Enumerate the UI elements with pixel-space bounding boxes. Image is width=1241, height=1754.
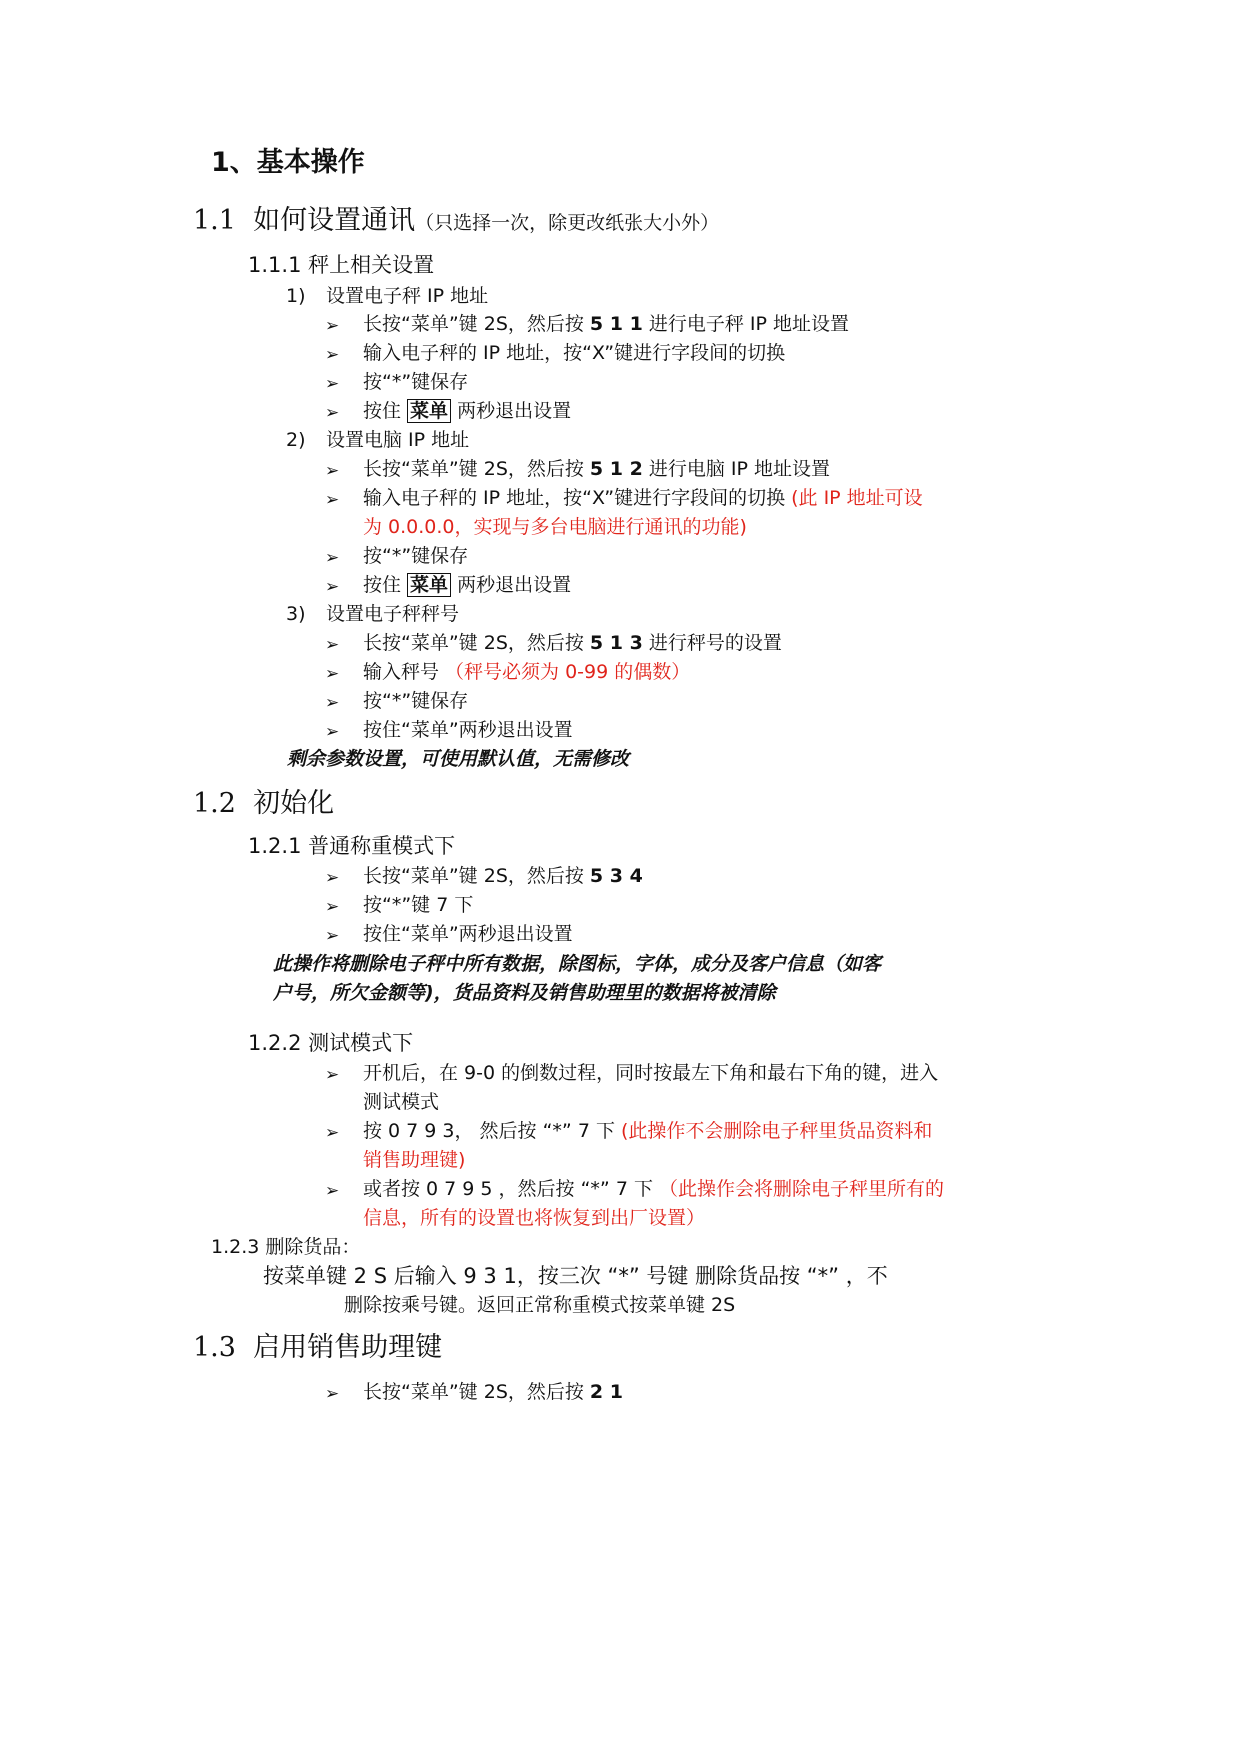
bullet-text: 按 0 7 9 3， 然后按 “*” 7 下 (此操作不会删除电子秤里货品资料和 (363, 1120, 933, 1142)
section-number: 1.2 (193, 788, 236, 819)
key-sequence: 2 1 (589, 1381, 623, 1403)
red-note: 信息，所有的设置也将恢复到出厂设置） (363, 1207, 706, 1229)
bullet-text: 测试模式 (363, 1091, 440, 1113)
list-item-number: 1) (286, 285, 306, 307)
red-note: （秤号必须为 0-99 的偶数） (445, 661, 691, 683)
key-sequence: 5 1 3 (589, 632, 643, 654)
italic-note: 剩余参数设置，可使用默认值，无需修改 (287, 748, 630, 770)
bullet-text: 开机后，在 9-0 的倒数过程，同时按最左下角和最右下角的键，进入 (363, 1062, 939, 1084)
bullet-text: 长按“菜单”键 2S，然后按 5 3 4 (363, 865, 643, 887)
list-item-text: 设置电子秤秤号 (326, 603, 460, 625)
paragraph-line: 删除按乘号键。返回正常称重模式按菜单键 2S (344, 1294, 736, 1316)
list-item-text: 设置电脑 IP 地址 (326, 429, 470, 451)
bullet-arrow-icon: ➢ (325, 577, 340, 597)
bullet-text: 按“*”键保存 (363, 690, 469, 712)
bullet-text: 按住“菜单”两秒退出设置 (363, 719, 573, 741)
bullet-text: 按住 菜单 两秒退出设置 (363, 574, 572, 596)
section-number: 1.3 (193, 1332, 236, 1363)
red-note: 为 0.0.0.0，实现与多台电脑进行通讯的功能) (363, 516, 747, 538)
red-note: (此 IP 地址可设 (791, 487, 923, 509)
list-item-text: 设置电子秤 IP 地址 (326, 285, 489, 307)
section-note: （只选择一次，除更改纸张大小外） (415, 212, 720, 234)
bullet-text: 按“*”键保存 (363, 545, 469, 567)
italic-note: 户号，所欠金额等)，货品资料及销售助理里的数据将被清除 (273, 982, 776, 1004)
section-1-2-heading (193, 790, 334, 817)
bullet-arrow-icon: ➢ (325, 316, 340, 336)
bullet-arrow-icon: ➢ (325, 345, 340, 365)
subsection-1-2-1-heading: 1.2.1 普通称重模式下 (248, 834, 456, 858)
section-number: 1.1 (193, 205, 236, 236)
paragraph-line: 按菜单键 2 S 后输入 9 3 1，按三次 “*” 号键 删除货品按 “*” ，不 (263, 1264, 888, 1288)
bullet-arrow-icon: ➢ (325, 1181, 340, 1201)
bullet-arrow-icon: ➢ (325, 548, 340, 568)
menu-key-box: 菜单 (407, 573, 451, 597)
section-title: 初始化 (253, 788, 335, 819)
bullet-arrow-icon: ➢ (325, 722, 340, 742)
menu-key-box: 菜单 (407, 399, 451, 423)
section-title: 如何设置通讯 (253, 205, 416, 236)
list-item-number: 2) (286, 429, 306, 451)
bullet-text: 按住 菜单 两秒退出设置 (363, 400, 572, 422)
section-1-3-heading (193, 1334, 442, 1361)
bullet-text: 或者按 0 7 9 5 ，然后按 “*” 7 下 （此操作会将删除电子秤里所有的 (363, 1178, 945, 1200)
bullet-text: 长按“菜单”键 2S，然后按 5 1 1 进行电子秤 IP 地址设置 (363, 313, 849, 335)
red-note: （此操作会将删除电子秤里所有的 (659, 1178, 945, 1200)
bullet-text: 输入秤号 （秤号必须为 0-99 的偶数） (363, 661, 691, 683)
bullet-arrow-icon: ➢ (325, 897, 340, 917)
key-sequence: 5 1 1 (589, 313, 643, 335)
section-title: 启用销售助理键 (253, 1332, 443, 1363)
bullet-arrow-icon: ➢ (325, 635, 340, 655)
document-title: 1、基本操作 (211, 147, 365, 178)
italic-note: 此操作将删除电子秤中所有数据，除图标，字体，成分及客户信息（如客 (273, 953, 882, 975)
section-1-1-heading (193, 207, 719, 234)
subsection-1-1-1-heading: 1.1.1 秤上相关设置 (248, 253, 435, 277)
bullet-arrow-icon: ➢ (325, 1384, 340, 1404)
bullet-arrow-icon: ➢ (325, 868, 340, 888)
subsection-1-2-3-heading: 1.2.3 删除货品： (211, 1236, 361, 1258)
bullet-arrow-icon: ➢ (325, 926, 340, 946)
bullet-text: 输入电子秤的 IP 地址，按“X”键进行字段间的切换 (363, 342, 786, 364)
bullet-text: 长按“菜单”键 2S，然后按 5 1 2 进行电脑 IP 地址设置 (363, 458, 830, 480)
subsection-1-2-2-heading: 1.2.2 测试模式下 (248, 1031, 414, 1055)
bullet-arrow-icon: ➢ (325, 403, 340, 423)
red-note: (此操作不会删除电子秤里货品资料和 (621, 1120, 933, 1142)
key-sequence: 5 3 4 (589, 865, 643, 887)
bullet-text: 输入电子秤的 IP 地址，按“X”键进行字段间的切换 (此 IP 地址可设 (363, 487, 923, 509)
bullet-text: 按“*”键保存 (363, 371, 469, 393)
red-note: 销售助理键) (363, 1149, 466, 1171)
bullet-text: 按住“菜单”两秒退出设置 (363, 923, 573, 945)
bullet-arrow-icon: ➢ (325, 374, 340, 394)
list-item-number: 3) (286, 603, 306, 625)
bullet-arrow-icon: ➢ (325, 664, 340, 684)
bullet-arrow-icon: ➢ (325, 461, 340, 481)
bullet-text: 长按“菜单”键 2S，然后按 2 1 (363, 1381, 623, 1403)
bullet-text: 按“*”键 7 下 (363, 894, 474, 916)
bullet-text: 长按“菜单”键 2S，然后按 5 1 3 进行秤号的设置 (363, 632, 782, 654)
bullet-arrow-icon: ➢ (325, 1065, 340, 1085)
bullet-arrow-icon: ➢ (325, 490, 340, 510)
bullet-arrow-icon: ➢ (325, 693, 340, 713)
key-sequence: 5 1 2 (589, 458, 643, 480)
bullet-arrow-icon: ➢ (325, 1123, 340, 1143)
